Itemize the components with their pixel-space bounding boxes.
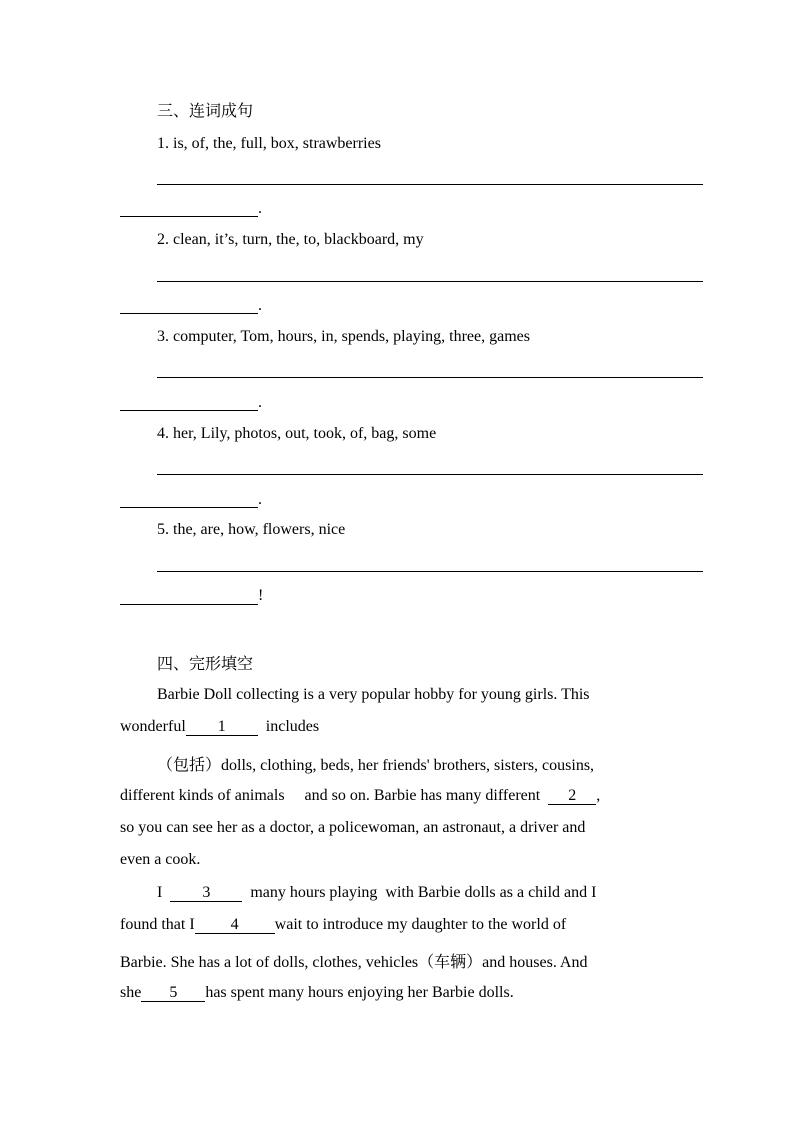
cloze-text: different kinds of animals and so on. Barbie has many different: [120, 787, 541, 804]
item-3-answer-line[interactable]: [157, 377, 703, 378]
cloze-p2-line-3: Barbie. She has a lot of dolls, clothes, vehicles（车辆）and houses. And: [120, 954, 588, 971]
item-3-prompt: 3. computer, Tom, hours, in, spends, playing, three, games: [157, 328, 530, 345]
cloze-blank-1[interactable]: [186, 719, 258, 736]
item-4-answer-line-tail[interactable]: [120, 507, 258, 508]
cloze-text: has spent many hours enjoying her Barbie dolls.: [205, 984, 514, 1001]
section-4-heading: 四、完形填空: [157, 654, 254, 673]
item-4-prompt: 4. her, Lily, photos, out, took, of, bag, some: [157, 425, 437, 442]
cloze-blank-2[interactable]: [548, 788, 596, 805]
item-1-prompt: 1. is, of, the, full, box, strawberries: [157, 135, 381, 152]
item-5-prompt: 5. the, are, how, flowers, nice: [157, 521, 346, 538]
item-5-answer-line-tail[interactable]: [120, 604, 258, 605]
item-2-end-mark: .: [258, 297, 262, 314]
cloze-p1-line-5: so you can see her as a doctor, a policewoman, an astronaut, a driver and: [120, 819, 586, 836]
cloze-blank-3[interactable]: [170, 885, 242, 902]
cloze-text: wonderful: [120, 718, 186, 735]
item-4-end-mark: .: [258, 491, 262, 508]
cloze-text: she: [120, 984, 142, 1001]
item-1-end-mark: .: [258, 200, 262, 217]
blank-number: 4: [230, 916, 239, 933]
cloze-p1-line-3: （包括）dolls, clothing, beds, her friends' brothers, sisters, cousins,: [157, 757, 595, 774]
item-1-answer-line-tail[interactable]: [120, 216, 258, 217]
section-3-heading: 三、连词成句: [157, 101, 254, 120]
blank-number: 3: [202, 884, 211, 901]
item-2-answer-line-tail[interactable]: [120, 313, 258, 314]
cloze-text: wait to introduce my daughter to the world of: [274, 916, 567, 933]
cloze-text: includes: [265, 718, 320, 735]
cloze-text: many hours playing with Barbie dolls as a child and I: [250, 884, 597, 901]
cloze-text: I: [157, 884, 163, 901]
cloze-p2-line-1: [157, 884, 596, 902]
cloze-blank-5[interactable]: [141, 985, 205, 1002]
cloze-p1-line-4: [120, 787, 600, 805]
blank-number: 2: [568, 787, 577, 804]
cloze-p1-line-1: Barbie Doll collecting is a very popular hobby for young girls. This: [157, 686, 590, 703]
item-4-answer-line[interactable]: [157, 474, 703, 475]
cloze-blank-4[interactable]: [195, 917, 275, 934]
cloze-text: found that I: [120, 916, 195, 933]
blank-number: 1: [217, 718, 226, 735]
item-5-end-mark: !: [258, 587, 264, 604]
cloze-p2-line-2: [120, 916, 566, 934]
cloze-p1-line-6: even a cook.: [120, 851, 201, 868]
cloze-text: ,: [596, 787, 601, 804]
item-1-answer-line[interactable]: [157, 184, 703, 185]
item-3-end-mark: .: [258, 394, 262, 411]
item-2-answer-line[interactable]: [157, 281, 703, 282]
cloze-p1-line-2: [120, 718, 319, 736]
item-3-answer-line-tail[interactable]: [120, 410, 258, 411]
item-5-answer-line[interactable]: [157, 571, 703, 572]
item-2-prompt: 2. clean, it’s, turn, the, to, blackboard, my: [157, 231, 424, 248]
cloze-p2-line-4: [120, 984, 514, 1002]
blank-number: 5: [169, 984, 178, 1001]
